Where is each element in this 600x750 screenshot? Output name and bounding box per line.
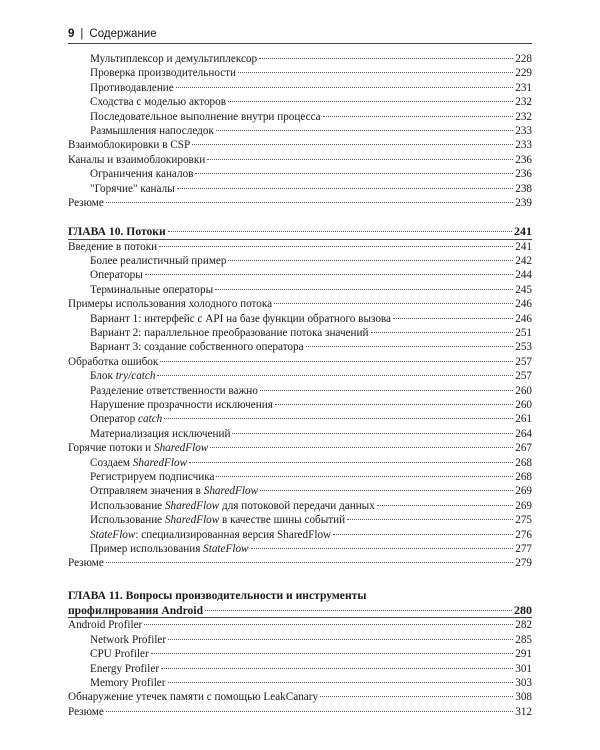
toc-entry-title bbox=[90, 456, 187, 470]
dot-leader bbox=[333, 534, 513, 535]
toc-entry-text: Пример использования bbox=[90, 542, 204, 555]
toc-entry-italic-term: StateFlow bbox=[90, 528, 136, 541]
toc-entry-text: Мультиплексор и демультиплексор bbox=[90, 53, 258, 65]
dot-leader bbox=[106, 711, 513, 712]
toc-entry-title bbox=[90, 81, 174, 95]
toc-entry[interactable] bbox=[68, 662, 532, 676]
toc-entry[interactable] bbox=[68, 138, 532, 152]
toc-entry-page: 245 bbox=[515, 283, 532, 296]
toc-entry-text-after: для потоковой передачи данных bbox=[219, 499, 375, 512]
toc-entry-italic-term: SharedFlow bbox=[164, 514, 220, 527]
dot-leader bbox=[210, 447, 513, 448]
toc-entry-title bbox=[90, 484, 258, 498]
toc-entry-page: 236 bbox=[515, 168, 532, 181]
toc-entry[interactable] bbox=[68, 412, 532, 426]
dot-leader bbox=[144, 624, 513, 625]
toc-entry-page: 241 bbox=[515, 240, 532, 253]
toc-entry[interactable] bbox=[68, 153, 532, 167]
toc-entry-page: 251 bbox=[515, 327, 532, 340]
toc-entry-text: Ограничения каналов bbox=[90, 168, 194, 181]
toc-entry-italic-term: try/catch bbox=[115, 370, 156, 383]
page-number: 9 bbox=[68, 28, 75, 40]
toc-entry[interactable] bbox=[68, 441, 532, 455]
toc-entry-text: Вариант 2: параллельное преобразование потока значений bbox=[90, 327, 369, 340]
toc-entry-page: 232 bbox=[515, 96, 532, 109]
toc-entry-text: Оператор bbox=[90, 413, 139, 426]
toc-entry-page: 269 bbox=[515, 485, 532, 498]
toc-entry[interactable] bbox=[68, 182, 532, 196]
toc-entry[interactable] bbox=[68, 647, 532, 661]
toc-entry-page: 308 bbox=[515, 691, 532, 704]
toc-entry-title bbox=[68, 690, 318, 704]
toc-entry-page: 246 bbox=[515, 298, 532, 311]
toc-entry-italic-term: SharedFlow bbox=[153, 442, 209, 455]
toc-entry-text: Нарушение прозрачности исключения bbox=[90, 398, 273, 411]
toc-entry-text: Последовательное выполнение внутри процесса bbox=[90, 110, 321, 123]
dot-leader bbox=[228, 101, 513, 102]
chapter-title: ГЛАВА 10. Потоки bbox=[68, 225, 166, 239]
toc-entry-text: Введение в потоки bbox=[68, 240, 158, 253]
toc-entry-title bbox=[90, 513, 345, 527]
toc-entry-text: Каналы и взаимоблокировки bbox=[68, 153, 206, 166]
toc-entry-text: Создаем bbox=[90, 456, 133, 469]
toc-entry-text-after: в качестве шины событий bbox=[219, 514, 346, 527]
toc-entry-text: Проверка производительности bbox=[90, 67, 237, 80]
toc-entry-title bbox=[90, 427, 230, 441]
toc-entry[interactable] bbox=[68, 340, 532, 354]
toc-entry-title bbox=[90, 326, 369, 340]
toc-entry[interactable] bbox=[68, 95, 532, 109]
toc-entry[interactable] bbox=[68, 268, 532, 282]
toc-entry-title bbox=[68, 153, 205, 167]
toc-entry-title bbox=[90, 662, 159, 676]
dot-leader bbox=[151, 653, 513, 654]
toc-entry-text: Использование bbox=[90, 514, 165, 527]
toc-entry-text: Android Profiler bbox=[68, 619, 143, 632]
toc-entry[interactable] bbox=[68, 167, 532, 181]
dot-leader bbox=[320, 696, 513, 697]
toc-entry-text: Примеры использования холодного потока bbox=[68, 298, 273, 311]
dot-leader bbox=[260, 390, 513, 391]
dot-leader bbox=[347, 519, 513, 520]
toc-section-chapter10 bbox=[68, 240, 532, 571]
toc-entry-title bbox=[90, 124, 214, 138]
toc-entry[interactable] bbox=[68, 542, 532, 556]
dot-leader bbox=[160, 361, 513, 362]
toc-entry[interactable] bbox=[68, 283, 532, 297]
dot-leader bbox=[157, 375, 513, 376]
toc-entry-page: 257 bbox=[515, 355, 532, 368]
chapter-10-heading[interactable] bbox=[68, 224, 532, 239]
toc-entry-page: 260 bbox=[515, 398, 532, 411]
toc-entry[interactable] bbox=[68, 384, 532, 398]
chapter-page: 241 bbox=[514, 224, 532, 239]
dot-leader bbox=[168, 231, 512, 232]
toc-entry[interactable] bbox=[68, 254, 532, 268]
toc-entry-title bbox=[90, 647, 149, 661]
toc-entry-page: 277 bbox=[515, 542, 532, 555]
toc-entry-page: 264 bbox=[515, 427, 532, 440]
toc-entry-italic-term: catch bbox=[138, 413, 163, 426]
toc-entry-title bbox=[68, 556, 104, 570]
toc-entry-text: CPU Profiler bbox=[90, 648, 149, 661]
toc-entry-text: "Горячие" каналы bbox=[90, 182, 175, 195]
toc-entry-title bbox=[90, 499, 375, 513]
toc-entry-page: 269 bbox=[515, 499, 532, 512]
toc-entry-title bbox=[68, 705, 104, 719]
toc-entry-page: 279 bbox=[515, 557, 532, 570]
toc-entry-title bbox=[90, 254, 226, 268]
dot-leader bbox=[274, 303, 513, 304]
toc-entry-page: 312 bbox=[515, 705, 532, 718]
toc-entry-title bbox=[90, 167, 193, 181]
toc-entry[interactable] bbox=[68, 499, 532, 513]
toc-entry-page: 238 bbox=[515, 182, 532, 195]
toc-entry[interactable] bbox=[68, 240, 532, 254]
dot-leader bbox=[161, 668, 513, 669]
chapter-title-line2: профилирования Android bbox=[68, 604, 204, 618]
toc-entry-page: 268 bbox=[515, 456, 532, 469]
toc-entry-text: Блок bbox=[90, 370, 116, 383]
toc-entry-text: Регистрируем подписчика bbox=[90, 470, 215, 483]
dot-leader bbox=[216, 476, 513, 477]
toc-entry[interactable] bbox=[68, 676, 532, 690]
toc-entry[interactable] bbox=[68, 326, 532, 340]
dot-leader bbox=[192, 144, 513, 145]
toc-entry-page: 233 bbox=[515, 124, 532, 137]
toc-entry-title bbox=[90, 95, 226, 109]
toc-entry-text: Отправляем значения в bbox=[90, 485, 204, 498]
chapter-11-heading[interactable] bbox=[68, 587, 532, 619]
toc-entry-text: Сходства с моделью акторов bbox=[90, 96, 227, 109]
toc-entry-title bbox=[90, 110, 321, 124]
toc-entry-italic-term: StateFlow bbox=[203, 542, 249, 555]
chapter-page: 280 bbox=[514, 603, 532, 618]
header-separator: | bbox=[80, 28, 84, 40]
toc-entry[interactable] bbox=[68, 81, 532, 95]
toc-entry-page: 244 bbox=[515, 269, 532, 282]
toc-entry-page: 232 bbox=[515, 110, 532, 123]
dot-leader bbox=[106, 202, 513, 203]
toc-entry[interactable] bbox=[68, 556, 532, 570]
toc-entry[interactable] bbox=[68, 297, 532, 311]
toc-entry-text: Использование bbox=[90, 499, 165, 512]
toc-entry[interactable] bbox=[68, 690, 532, 704]
toc-entry-text: Более реалистичный пример bbox=[90, 255, 227, 268]
toc-entry[interactable] bbox=[68, 312, 532, 326]
toc-entry-title bbox=[90, 283, 213, 297]
toc-entry-page: 253 bbox=[515, 341, 532, 354]
toc-entry[interactable] bbox=[68, 369, 532, 383]
toc-entry-page: 239 bbox=[515, 196, 532, 209]
toc-entry-title bbox=[90, 369, 155, 383]
toc-entry-text: Network Profiler bbox=[90, 633, 167, 646]
dot-leader bbox=[207, 159, 513, 160]
chapter-title-line2-row bbox=[68, 603, 532, 618]
dot-leader bbox=[371, 332, 514, 333]
toc-entry[interactable] bbox=[68, 196, 532, 210]
dot-leader bbox=[251, 548, 514, 549]
toc-entry-text: Вариант 1: интерфейс с API на базе функции обратного вызова bbox=[90, 312, 392, 325]
toc-entry-text: Разделение ответственности важно bbox=[90, 384, 258, 397]
toc-entry-text-after: : специализированная версия SharedFlow bbox=[135, 528, 332, 541]
toc-entry-page: 261 bbox=[515, 413, 532, 426]
toc-entry-page: 229 bbox=[515, 67, 532, 80]
toc-entry-text: Горячие потоки и bbox=[68, 442, 154, 455]
toc-entry-title bbox=[90, 340, 304, 354]
toc-entry-page: 242 bbox=[515, 255, 532, 268]
chapter-gap bbox=[68, 210, 532, 224]
toc-entry-title bbox=[90, 398, 273, 412]
toc-entry-page: 257 bbox=[515, 370, 532, 383]
toc-entry[interactable] bbox=[68, 528, 532, 542]
toc-entry-page: 291 bbox=[515, 648, 532, 661]
dot-leader bbox=[393, 318, 513, 319]
toc-entry[interactable] bbox=[68, 513, 532, 527]
toc-section-chapter9-tail bbox=[68, 52, 532, 210]
toc-entry-text: Терминальные операторы bbox=[90, 283, 214, 296]
toc-entry-text: Размышления напоследок bbox=[90, 124, 214, 137]
toc-entry-page: 268 bbox=[515, 470, 532, 483]
toc-entry-title bbox=[90, 412, 162, 426]
dot-leader bbox=[106, 562, 513, 563]
toc-entry-italic-term: SharedFlow bbox=[203, 485, 259, 498]
toc-entry[interactable] bbox=[68, 470, 532, 484]
toc-entry-title bbox=[90, 312, 391, 326]
toc-entry-text: Обработка ошибок bbox=[68, 355, 159, 368]
toc-entry[interactable] bbox=[68, 456, 532, 470]
dot-leader bbox=[168, 682, 514, 683]
dot-leader bbox=[238, 72, 513, 73]
dot-leader bbox=[177, 188, 514, 189]
dot-leader bbox=[228, 260, 513, 261]
toc-entry-title bbox=[90, 384, 258, 398]
toc-entry-page: 282 bbox=[515, 619, 532, 632]
toc-entry-title bbox=[90, 470, 214, 484]
toc-entry-page: 231 bbox=[515, 81, 532, 94]
toc-entry[interactable] bbox=[68, 52, 532, 66]
toc-entry-text: Операторы bbox=[90, 269, 143, 282]
toc-entry-title bbox=[90, 66, 236, 80]
dot-leader bbox=[275, 404, 513, 405]
toc-entry-page: 228 bbox=[515, 53, 532, 65]
dot-leader bbox=[215, 289, 513, 290]
toc-entry-title bbox=[90, 633, 166, 647]
chapter-gap bbox=[68, 571, 532, 587]
toc-entry-text: Energy Profiler bbox=[90, 662, 160, 675]
toc-entry-title bbox=[68, 196, 104, 210]
header-title: Содержание bbox=[89, 28, 157, 40]
toc-entry-page: 267 bbox=[515, 442, 532, 455]
toc-entry-page: 233 bbox=[515, 139, 532, 152]
dot-leader bbox=[145, 274, 513, 275]
toc-entry[interactable] bbox=[68, 427, 532, 441]
toc-entry-page: 275 bbox=[515, 514, 532, 527]
toc-entry[interactable] bbox=[68, 124, 532, 138]
dot-leader bbox=[195, 173, 513, 174]
toc-entry-title bbox=[68, 355, 158, 369]
dot-leader bbox=[189, 462, 513, 463]
dot-leader bbox=[323, 116, 514, 117]
toc-entry-title bbox=[90, 528, 331, 542]
toc-entry-text: Резюме bbox=[68, 196, 104, 209]
toc-entry-text: Memory Profiler bbox=[90, 677, 166, 690]
toc-entry-title bbox=[68, 240, 157, 254]
dot-leader bbox=[377, 505, 513, 506]
toc-entry-title bbox=[68, 441, 208, 455]
toc-entry-page: 236 bbox=[515, 153, 532, 166]
toc-entry-text: Обнаружение утечек памяти с помощью LeakCanary bbox=[68, 691, 319, 704]
toc-entry-title bbox=[68, 297, 272, 311]
dot-leader bbox=[205, 610, 512, 611]
toc-entry-title bbox=[90, 182, 175, 196]
toc-entry-title bbox=[68, 618, 142, 632]
dot-leader bbox=[164, 418, 513, 419]
toc-entry-italic-term: SharedFlow bbox=[132, 456, 188, 469]
toc-entry[interactable] bbox=[68, 110, 532, 124]
toc-entry-page: 260 bbox=[515, 384, 532, 397]
dot-leader bbox=[260, 490, 513, 491]
toc-entry[interactable] bbox=[68, 66, 532, 80]
toc-entry[interactable] bbox=[68, 484, 532, 498]
toc-entry-title bbox=[68, 138, 190, 152]
toc-entry[interactable] bbox=[68, 633, 532, 647]
dot-leader bbox=[259, 58, 513, 59]
toc-entry-title bbox=[90, 268, 143, 282]
toc-entry[interactable] bbox=[68, 705, 532, 719]
toc-entry-text: Вариант 3: создание собственного оператора bbox=[90, 341, 304, 354]
toc-entry[interactable] bbox=[68, 355, 532, 369]
toc-entry[interactable] bbox=[68, 618, 532, 632]
toc-entry-text: Взаимоблокировки в CSP bbox=[68, 139, 191, 152]
running-header bbox=[68, 28, 532, 44]
toc-entry-title bbox=[90, 52, 257, 66]
toc-entry-page: 246 bbox=[515, 312, 532, 325]
toc-entry-text: Противодавление bbox=[90, 81, 174, 94]
toc-entry-page: 303 bbox=[515, 677, 532, 690]
toc-entry-page: 276 bbox=[515, 528, 532, 541]
dot-leader bbox=[306, 346, 514, 347]
toc-section-chapter11 bbox=[68, 618, 532, 719]
chapter-title-line1: ГЛАВА 11. Вопросы производительности и инструменты bbox=[68, 588, 367, 602]
toc-entry-italic-term: SharedFlow bbox=[164, 499, 220, 512]
dot-leader bbox=[216, 130, 513, 131]
table-of-contents bbox=[68, 52, 532, 719]
dot-leader bbox=[232, 433, 513, 434]
toc-entry[interactable] bbox=[68, 398, 532, 412]
toc-entry-text: Резюме bbox=[68, 557, 104, 570]
header-rule bbox=[68, 43, 532, 44]
toc-entry-page: 285 bbox=[515, 633, 532, 646]
dot-leader bbox=[159, 246, 513, 247]
dot-leader bbox=[168, 639, 513, 640]
toc-entry-text: Материализация исключений bbox=[90, 427, 231, 440]
toc-entry-title bbox=[90, 542, 249, 556]
toc-entry-text: Резюме bbox=[68, 705, 104, 718]
dot-leader bbox=[176, 87, 513, 88]
toc-entry-title bbox=[90, 676, 166, 690]
toc-entry-page: 301 bbox=[515, 662, 532, 675]
